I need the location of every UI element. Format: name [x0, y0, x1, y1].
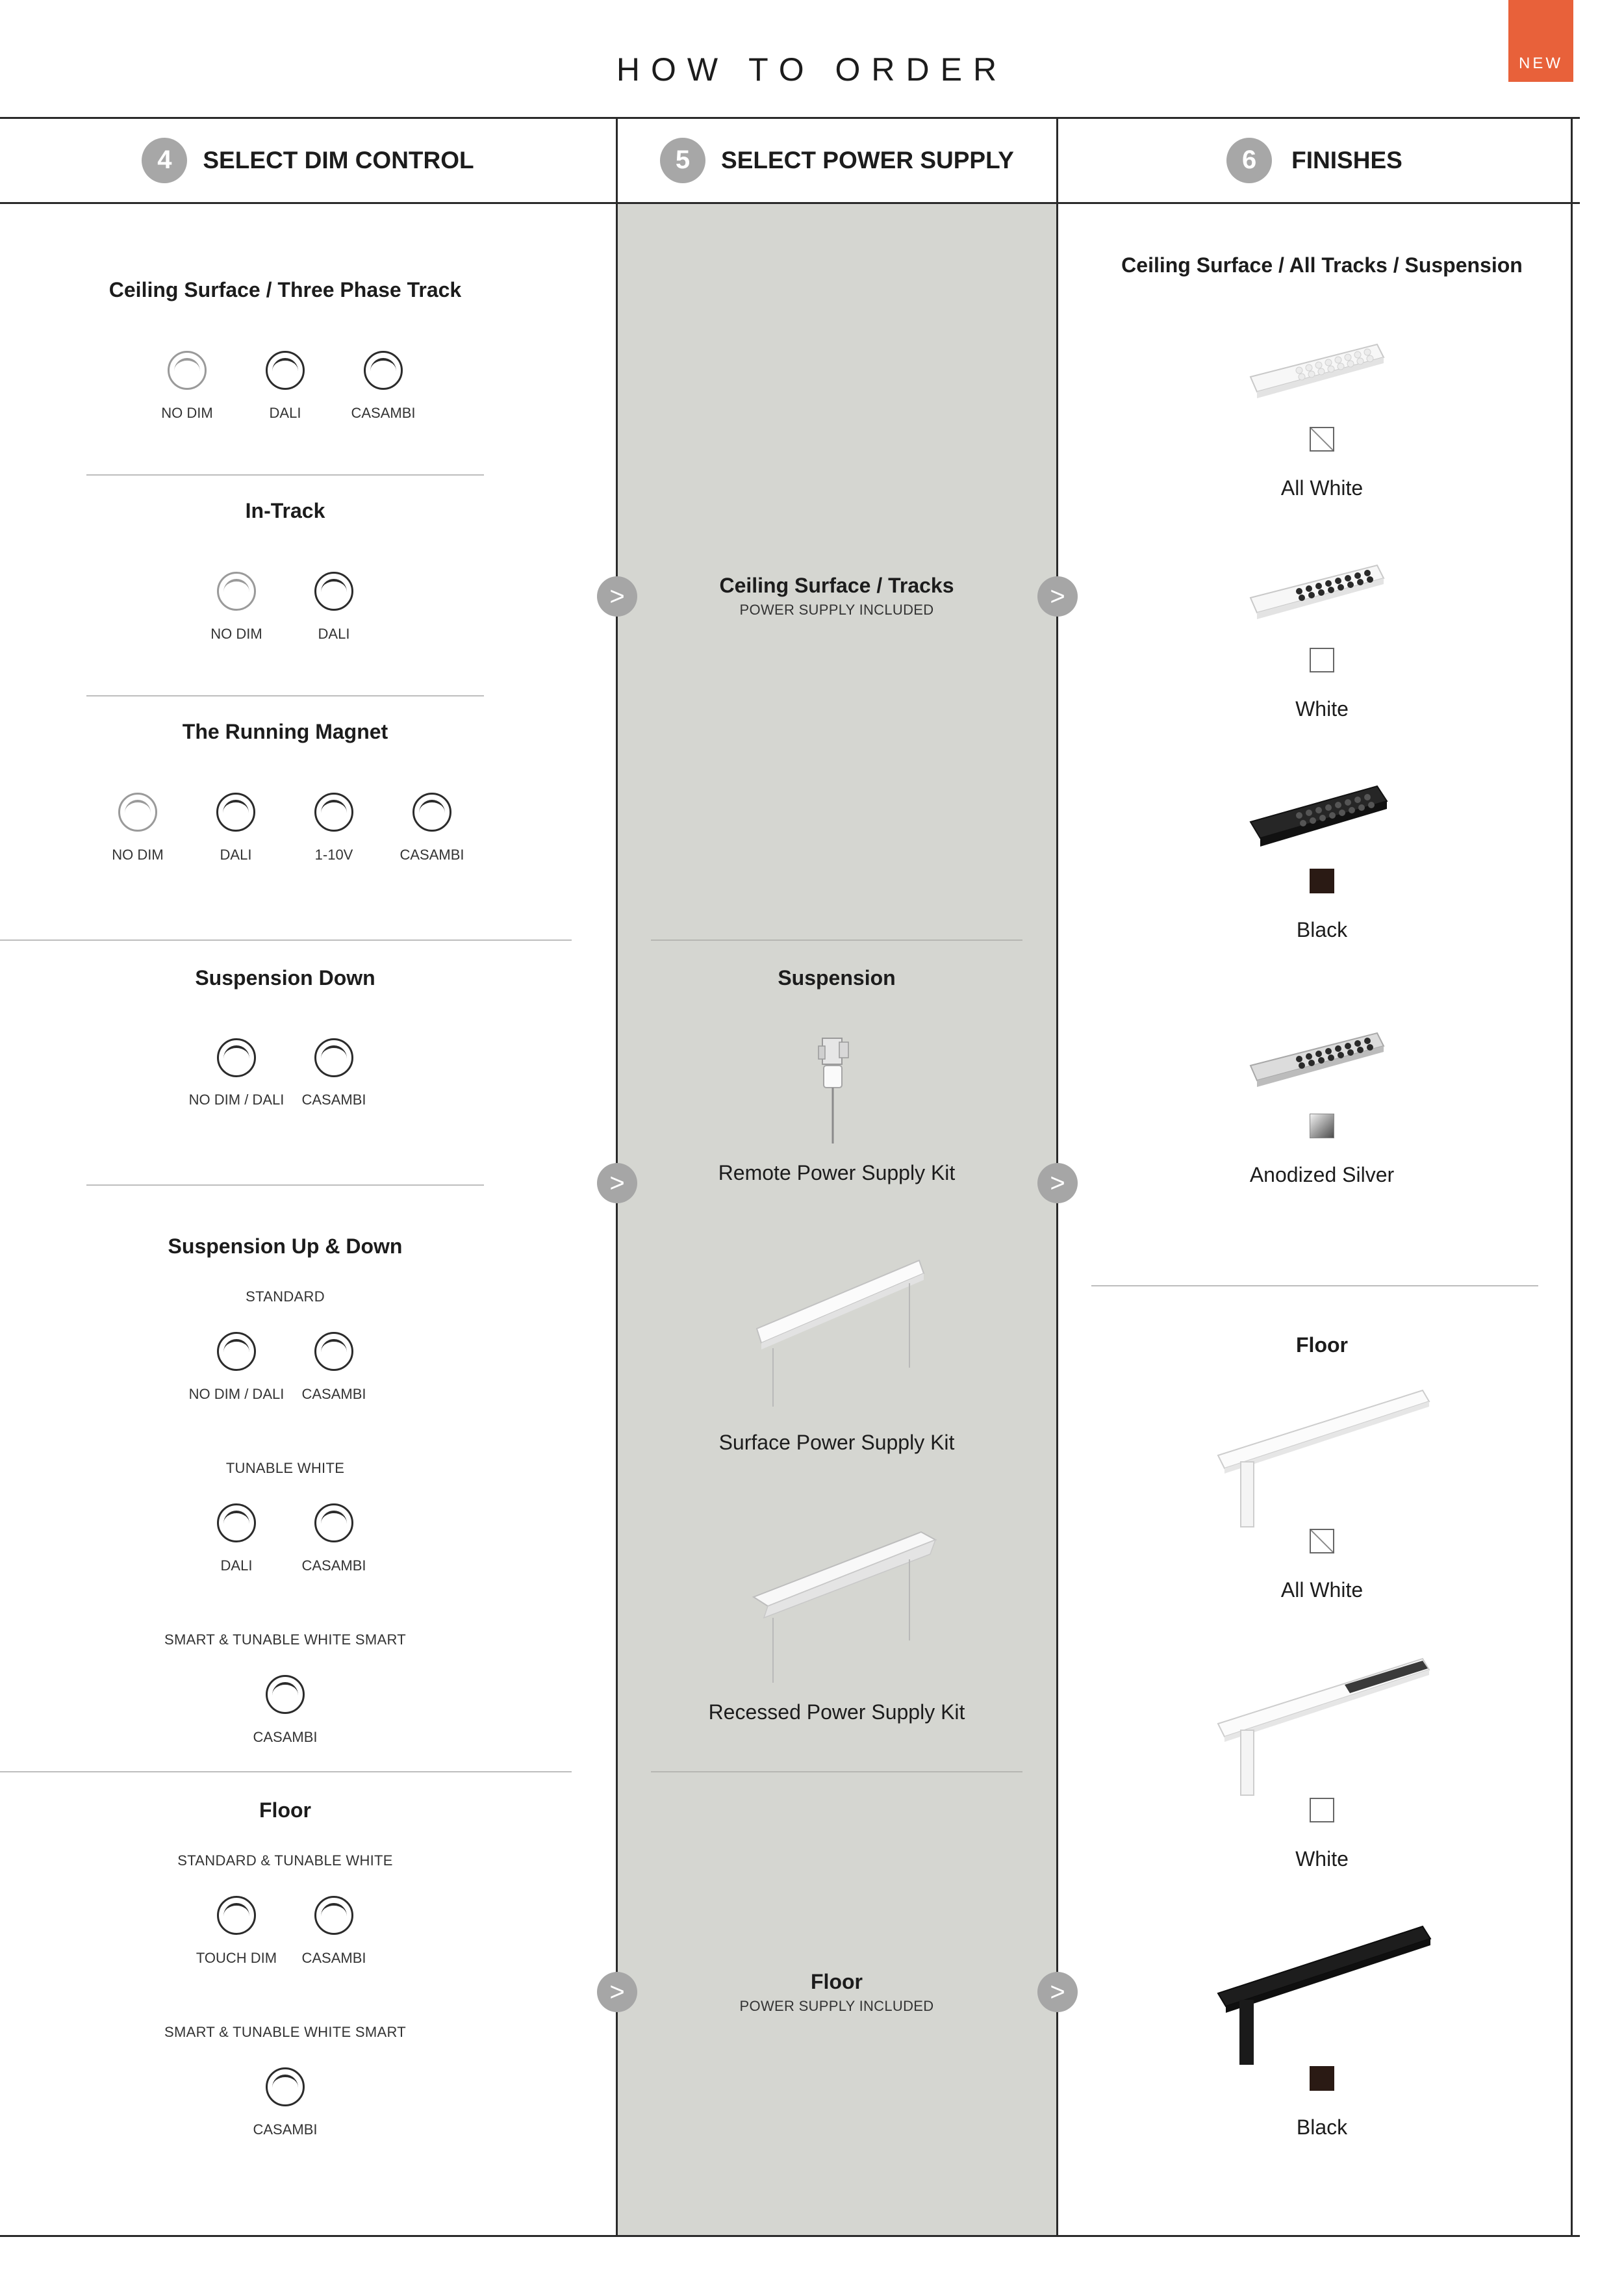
new-badge: NEW: [1508, 0, 1573, 82]
group-divider: [651, 939, 1022, 941]
divider: [86, 474, 484, 476]
black-floor-lamp-image: [1215, 1923, 1436, 2066]
dim-option-label: CASAMBI: [400, 847, 464, 863]
dim-option-label: TOUCH DIM: [196, 1950, 277, 1966]
group-divider: [651, 1771, 1022, 1772]
group-divider: [0, 939, 572, 941]
next-arrow-icon: >: [1037, 576, 1078, 617]
white-floor-lamp-image: [1215, 1655, 1436, 1798]
section-subtitle: STANDARD & TUNABLE WHITE: [177, 1852, 393, 1869]
finish-label: All White: [1280, 1578, 1364, 1602]
section-title: The Running Magnet: [182, 720, 388, 743]
dim-option-label: NO DIM / DALI: [188, 1386, 285, 1402]
dimmer-icon: [266, 351, 305, 390]
step-label: SELECT POWER SUPPLY: [721, 146, 1014, 173]
all-white-fixture-image: [1247, 341, 1390, 406]
dimmer-icon: [217, 1332, 256, 1371]
finish-label: White: [1295, 1847, 1349, 1871]
table-right-border: [1571, 117, 1573, 2237]
finish-label: White: [1295, 697, 1349, 721]
step-label: FINISHES: [1291, 146, 1402, 173]
dim-option-label: DALI: [220, 847, 252, 863]
dimmer-icon: [217, 1896, 256, 1935]
finish-label: Anodized Silver: [1249, 1163, 1395, 1186]
dim-option-label: CASAMBI: [351, 405, 416, 421]
group-divider: [0, 1771, 572, 1772]
finish-label: All White: [1280, 476, 1364, 500]
dimmer-icon: [314, 1896, 353, 1935]
remote-power-supply-kit-image: [811, 1033, 863, 1150]
section-subtitle: STANDARD: [246, 1288, 325, 1305]
dim-option-label: NO DIM: [161, 405, 213, 421]
dimmer-icon: [412, 793, 451, 832]
dimmer-icon: [216, 793, 255, 832]
group-divider: [1091, 1285, 1538, 1286]
white-swatch: [1310, 1798, 1334, 1822]
dim-option-label: DALI: [269, 405, 301, 421]
power-supply-kit-label: Recessed Power Supply Kit: [708, 1700, 965, 1724]
section-title: Floor: [1296, 1333, 1348, 1357]
step-header-dim-control: [0, 118, 616, 203]
next-arrow-icon: >: [1037, 1972, 1078, 2012]
next-arrow-icon: >: [1037, 1163, 1078, 1203]
step-number: 6: [1226, 138, 1272, 183]
next-arrow-icon: >: [597, 1972, 637, 2012]
all-white-swatch: [1310, 427, 1334, 452]
dimmer-icon: [314, 1038, 353, 1077]
step-label: SELECT DIM CONTROL: [203, 146, 474, 173]
dim-option-label: DALI: [318, 626, 350, 642]
dimmer-icon: [314, 572, 353, 611]
finish-label: Black: [1296, 2115, 1348, 2139]
next-arrow-icon: >: [597, 1163, 637, 1203]
step-header-finishes: [1058, 118, 1571, 203]
surface-power-supply-kit-image: [754, 1251, 929, 1420]
no-dim-icon: [217, 572, 256, 611]
power-supply-column-background: [617, 203, 1058, 2235]
section-title: Suspension Down: [195, 966, 375, 990]
black-swatch: [1310, 2066, 1334, 2091]
dimmer-icon: [266, 1675, 305, 1714]
recessed-power-supply-kit-image: [747, 1520, 935, 1689]
section-subtitle: SMART & TUNABLE WHITE SMART: [164, 2024, 406, 2040]
all-white-floor-lamp-image: [1215, 1387, 1436, 1530]
anodized-silver-fixture-image: [1247, 1030, 1390, 1095]
no-dim-icon: [118, 793, 157, 832]
dim-option-label: CASAMBI: [253, 2121, 318, 2138]
dim-option-label: NO DIM: [112, 847, 164, 863]
dim-option-label: CASAMBI: [301, 1386, 366, 1402]
power-supply-note: POWER SUPPLY INCLUDED: [739, 1998, 934, 2014]
next-arrow-icon: >: [597, 576, 637, 617]
white-swatch: [1310, 648, 1334, 672]
white-fixture-image: [1247, 562, 1390, 627]
page-title: HOW TO ORDER: [616, 51, 1008, 88]
dimmer-icon: [364, 351, 403, 390]
all-white-swatch: [1310, 1529, 1334, 1553]
dimmer-icon: [217, 1503, 256, 1542]
black-fixture-image: [1247, 783, 1390, 854]
dim-option-label: DALI: [220, 1557, 253, 1574]
dim-option-label: CASAMBI: [253, 1729, 318, 1745]
power-supply-note: POWER SUPPLY INCLUDED: [739, 602, 934, 618]
dimmer-icon: [266, 2067, 305, 2106]
power-supply-kit-label: Surface Power Supply Kit: [718, 1431, 955, 1454]
dim-option-label: 1-10V: [314, 847, 353, 863]
anodized-silver-swatch: [1310, 1114, 1334, 1138]
dimmer-icon: [314, 1332, 353, 1371]
section-title: Suspension Up & Down: [168, 1234, 403, 1258]
finish-label: Black: [1296, 918, 1348, 941]
dim-option-label: CASAMBI: [301, 1092, 366, 1108]
dimmer-icon: [314, 1503, 353, 1542]
no-dim-icon: [168, 351, 207, 390]
dim-option-label: NO DIM / DALI: [188, 1092, 285, 1108]
step-header-power-supply: [618, 118, 1056, 203]
divider: [86, 695, 484, 696]
table-bottom-border: [0, 2235, 1580, 2237]
power-supply-title: Suspension: [778, 966, 896, 990]
section-title: Ceiling Surface / All Tracks / Suspension: [1121, 253, 1523, 277]
power-supply-title: Ceiling Surface / Tracks: [719, 574, 954, 597]
section-title: In-Track: [245, 499, 325, 522]
dimmer-icon: [217, 1038, 256, 1077]
dimmer-icon: [314, 793, 353, 832]
section-subtitle: SMART & TUNABLE WHITE SMART: [164, 1631, 406, 1648]
divider: [86, 1184, 484, 1186]
step-number: 4: [142, 138, 187, 183]
dim-option-label: CASAMBI: [301, 1557, 366, 1574]
power-supply-kit-label: Remote Power Supply Kit: [718, 1161, 956, 1184]
dim-option-label: NO DIM: [210, 626, 262, 642]
power-supply-title: Floor: [811, 1970, 863, 1993]
black-swatch: [1310, 869, 1334, 893]
section-subtitle: TUNABLE WHITE: [225, 1460, 345, 1476]
section-title: Ceiling Surface / Three Phase Track: [108, 278, 462, 301]
dim-option-label: CASAMBI: [301, 1950, 366, 1966]
section-title: Floor: [259, 1798, 311, 1822]
step-number: 5: [660, 138, 705, 183]
